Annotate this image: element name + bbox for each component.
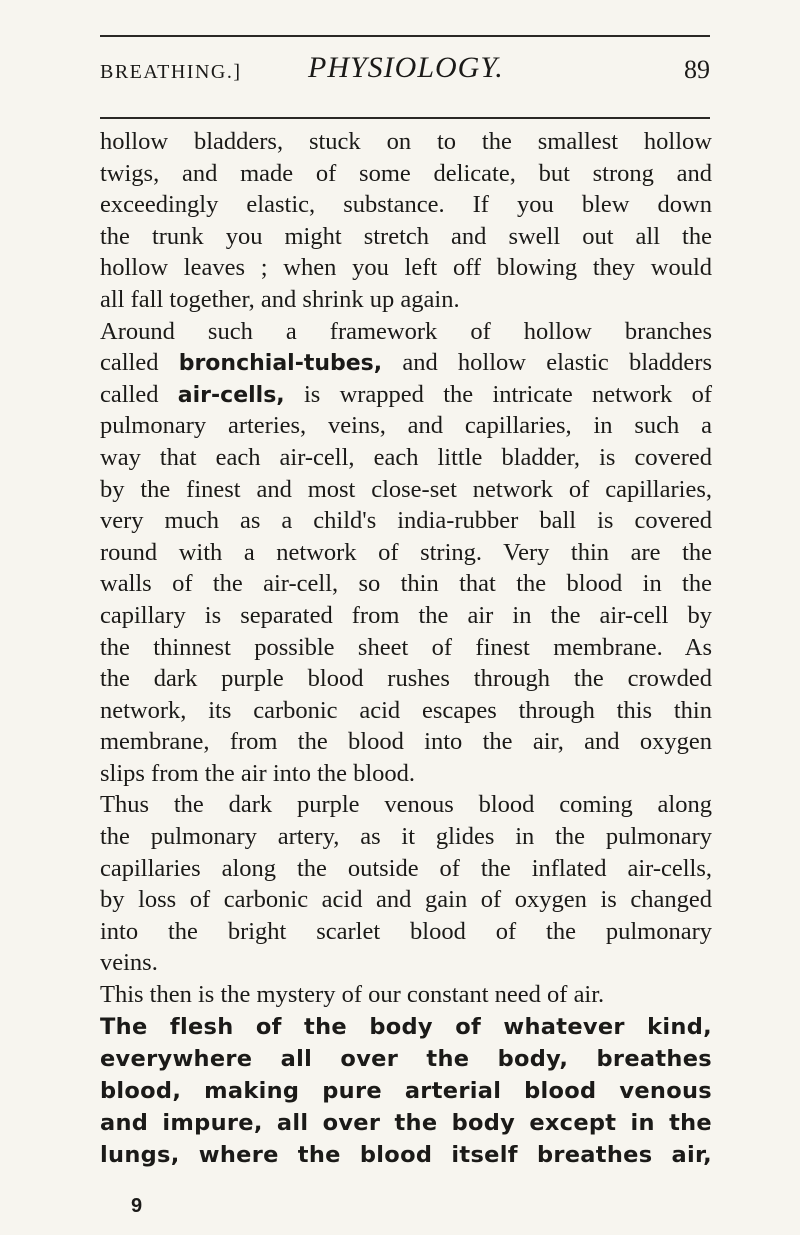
text-segment: the pulmonary artery, as it glides in the pulmonary <box>100 823 712 851</box>
text-segment: the thinnest possible sheet of finest membrane. As <box>100 633 712 661</box>
text-line <box>100 410 712 442</box>
text-segment: walls of the air-cell, so thin that the blood in the <box>100 570 712 598</box>
text-line <box>100 884 712 916</box>
text-segment: very much as a child's india-rubber ball is covered <box>100 507 712 535</box>
text-segment: pulmonary arteries, veins, and capillaries, in such a <box>100 412 712 440</box>
text-line <box>100 663 712 695</box>
text-line <box>100 284 712 316</box>
text-line <box>100 758 712 790</box>
text-line <box>100 821 712 853</box>
bold-term: air-cells, <box>177 382 285 408</box>
text-segment: veins. <box>100 949 158 977</box>
text-segment: network, its carbonic acid escapes through this thin <box>100 696 712 724</box>
signature-mark: 9 <box>131 1195 143 1217</box>
header-title: PHYSIOLOGY. <box>308 51 504 84</box>
text-segment: way that each air-cell, each little bladder, is covered <box>100 443 712 471</box>
text-segment: by the finest and most close-set network of capillaries, <box>100 475 712 503</box>
text-segment: the trunk you might stretch and swell out all the <box>100 222 712 250</box>
bold-term: bronchial-tubes, <box>178 351 383 377</box>
text-segment: is wrapped the intricate network of <box>284 380 712 408</box>
text-line <box>100 537 712 569</box>
text-line <box>100 474 712 506</box>
header-rule-top <box>100 35 710 37</box>
text-line <box>100 221 712 253</box>
text-segment: by loss of carbonic acid and gain of oxygen is changed <box>100 886 712 914</box>
text-line <box>100 126 712 158</box>
header-rule-bottom <box>100 117 710 119</box>
text-segment: membrane, from the blood into the air, and oxygen <box>100 728 712 756</box>
bold-text-line: everywhere all over the body, breathes <box>100 1045 712 1072</box>
text-segment: Thus the dark purple venous blood coming along <box>100 791 712 819</box>
text-segment: and hollow elastic bladders <box>382 349 712 377</box>
text-line <box>100 347 712 379</box>
text-line <box>100 600 712 632</box>
header-section-label: BREATHING.] <box>100 61 242 83</box>
text-segment: This then is the mystery of our constant need of air. <box>100 981 605 1009</box>
text-segment: called <box>100 380 178 408</box>
text-segment: slips from the air into the blood. <box>100 759 416 787</box>
text-segment: Around such a framework of hollow branches <box>100 317 712 345</box>
body-text <box>100 126 712 1171</box>
page-number: 89 <box>684 55 710 84</box>
text-segment: called <box>100 349 179 377</box>
text-line <box>100 853 712 885</box>
text-segment: round with a network of string. Very thin are the <box>100 538 712 566</box>
text-segment: hollow bladders, stuck on to the smallest hollow <box>100 128 712 155</box>
running-header <box>100 51 710 91</box>
text-segment: hollow leaves ; when you left off blowing they would <box>100 254 712 282</box>
text-line <box>100 189 712 221</box>
text-line <box>100 252 712 284</box>
text-line <box>100 916 712 948</box>
bold-text-line: lungs, where the blood itself breathes air, <box>100 1141 712 1168</box>
text-line <box>100 726 712 758</box>
text-segment: exceedingly elastic, substance. If you blew down <box>100 191 712 219</box>
text-line <box>100 568 712 600</box>
text-line <box>100 632 712 664</box>
bold-text-line: and impure, all over the body except in the <box>100 1109 712 1136</box>
text-line <box>100 442 712 474</box>
text-segment: the dark purple blood rushes through the crowded <box>100 665 712 693</box>
text-line <box>100 789 712 821</box>
text-line <box>100 505 712 537</box>
text-line <box>100 695 712 727</box>
text-line <box>100 979 712 1011</box>
text-line <box>100 947 712 979</box>
text-line <box>100 158 712 190</box>
text-segment: capillary is separated from the air in the air-cell by <box>100 601 712 629</box>
text-line <box>100 379 712 411</box>
text-line <box>100 316 712 348</box>
bold-text-line: The flesh of the body of whatever kind, <box>100 1013 712 1040</box>
text-segment: all fall together, and shrink up again. <box>100 285 460 313</box>
text-segment: capillaries along the outside of the inflated air-cells, <box>100 854 712 882</box>
text-segment: into the bright scarlet blood of the pulmonary <box>100 917 712 945</box>
text-segment: twigs, and made of some delicate, but strong and <box>100 159 712 187</box>
bold-text-line: blood, making pure arterial blood venous <box>100 1077 712 1104</box>
